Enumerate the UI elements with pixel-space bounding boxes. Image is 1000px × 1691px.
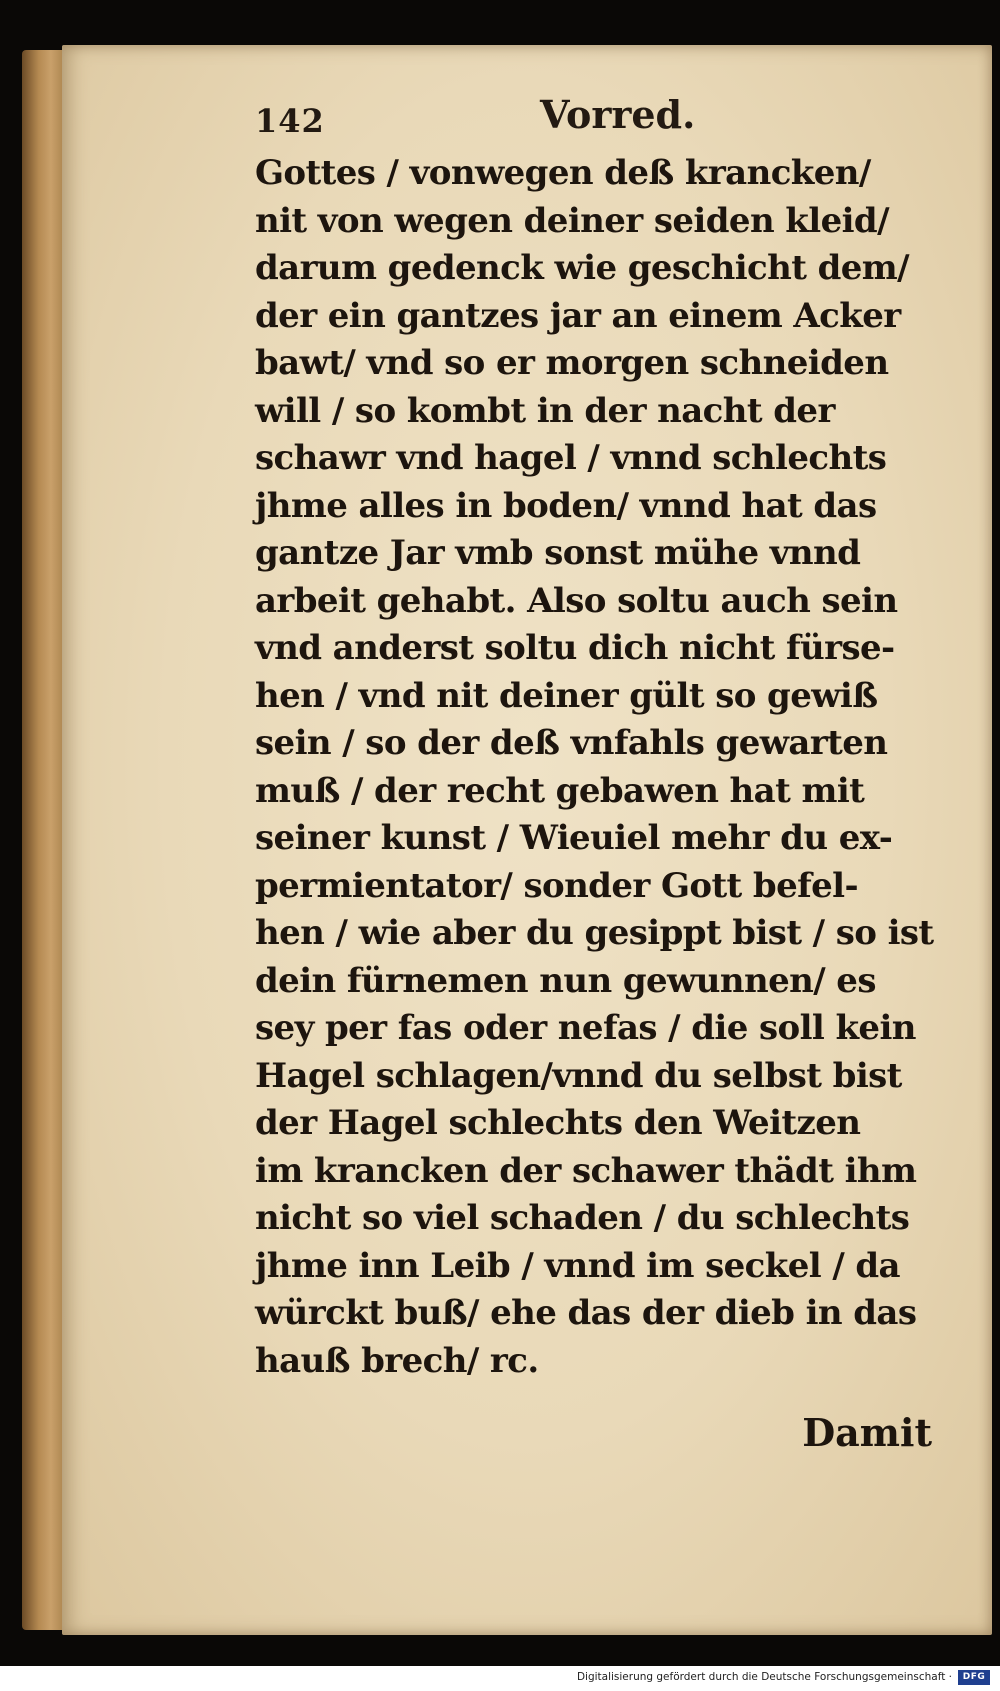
page-header — [255, 92, 715, 142]
text-line: sein / so der deß vnfahls gewarten — [255, 723, 888, 763]
text-line: permientator/ sonder Gott befel- — [255, 865, 858, 906]
page-number: 142 — [255, 102, 325, 140]
text-line: muß / der recht gebawen hat mit — [255, 770, 865, 811]
text-line: hen / wie aber du gesippt bist / so ist — [255, 913, 934, 953]
text-line: sey per fas oder nefas / die soll kein — [255, 1008, 916, 1048]
text-line: Gottes / vonwegen deß krancken/ — [255, 153, 871, 193]
text-line: der ein gantzes jar an einem Acker — [255, 295, 901, 336]
text-line: Hagel schlagen/vnnd du selbst bist — [255, 1055, 902, 1096]
catchword: Damit — [802, 1410, 932, 1455]
text-line: jhme inn Leib / vnnd im seckel / da — [255, 1245, 900, 1286]
text-line: darum gedenck wie geschicht dem/ — [255, 248, 909, 288]
text-line: hen / vnd nit deiner gült so gewiß — [255, 675, 878, 716]
text-line: schawr vnd hagel / vnnd schlechts — [255, 438, 887, 478]
text-line: würckt buß/ ehe das der dieb in das — [255, 1293, 917, 1333]
text-line: seiner kunst / Wieuiel mehr du ex- — [255, 818, 893, 858]
text-line: gantze Jar vmb sonst mühe vnnd — [255, 533, 861, 573]
digitization-footer — [0, 1666, 1000, 1691]
text-line: nicht so viel schaden / du schlechts — [255, 1198, 910, 1238]
dfg-logo: DFG — [958, 1670, 990, 1685]
text-line: hauß brech/ rc. — [255, 1340, 539, 1381]
text-line: jhme alles in boden/ vnnd hat das — [255, 485, 877, 526]
text-line: vnd anderst soltu dich nicht fürse- — [255, 628, 895, 668]
funding-credit: Digitalisierung gefördert durch die Deutsche Forschungsgemeinschaft · — [576, 1671, 952, 1683]
running-head: Vorred. — [540, 92, 696, 137]
text-line: bawt/ vnd so er morgen schneiden — [255, 343, 889, 383]
text-line: nit von wegen deiner seiden kleid/ — [255, 200, 889, 241]
text-line: will / so kombt in der nacht der — [255, 390, 835, 431]
text-line: im krancken der schawer thädt ihm — [255, 1150, 917, 1191]
text-line: der Hagel schlechts den Weitzen — [255, 1103, 861, 1143]
text-line: arbeit gehabt. Also soltu auch sein — [255, 580, 898, 621]
text-line: dein fürnemen nun gewunnen/ es — [255, 960, 876, 1001]
body-text — [255, 150, 940, 1385]
